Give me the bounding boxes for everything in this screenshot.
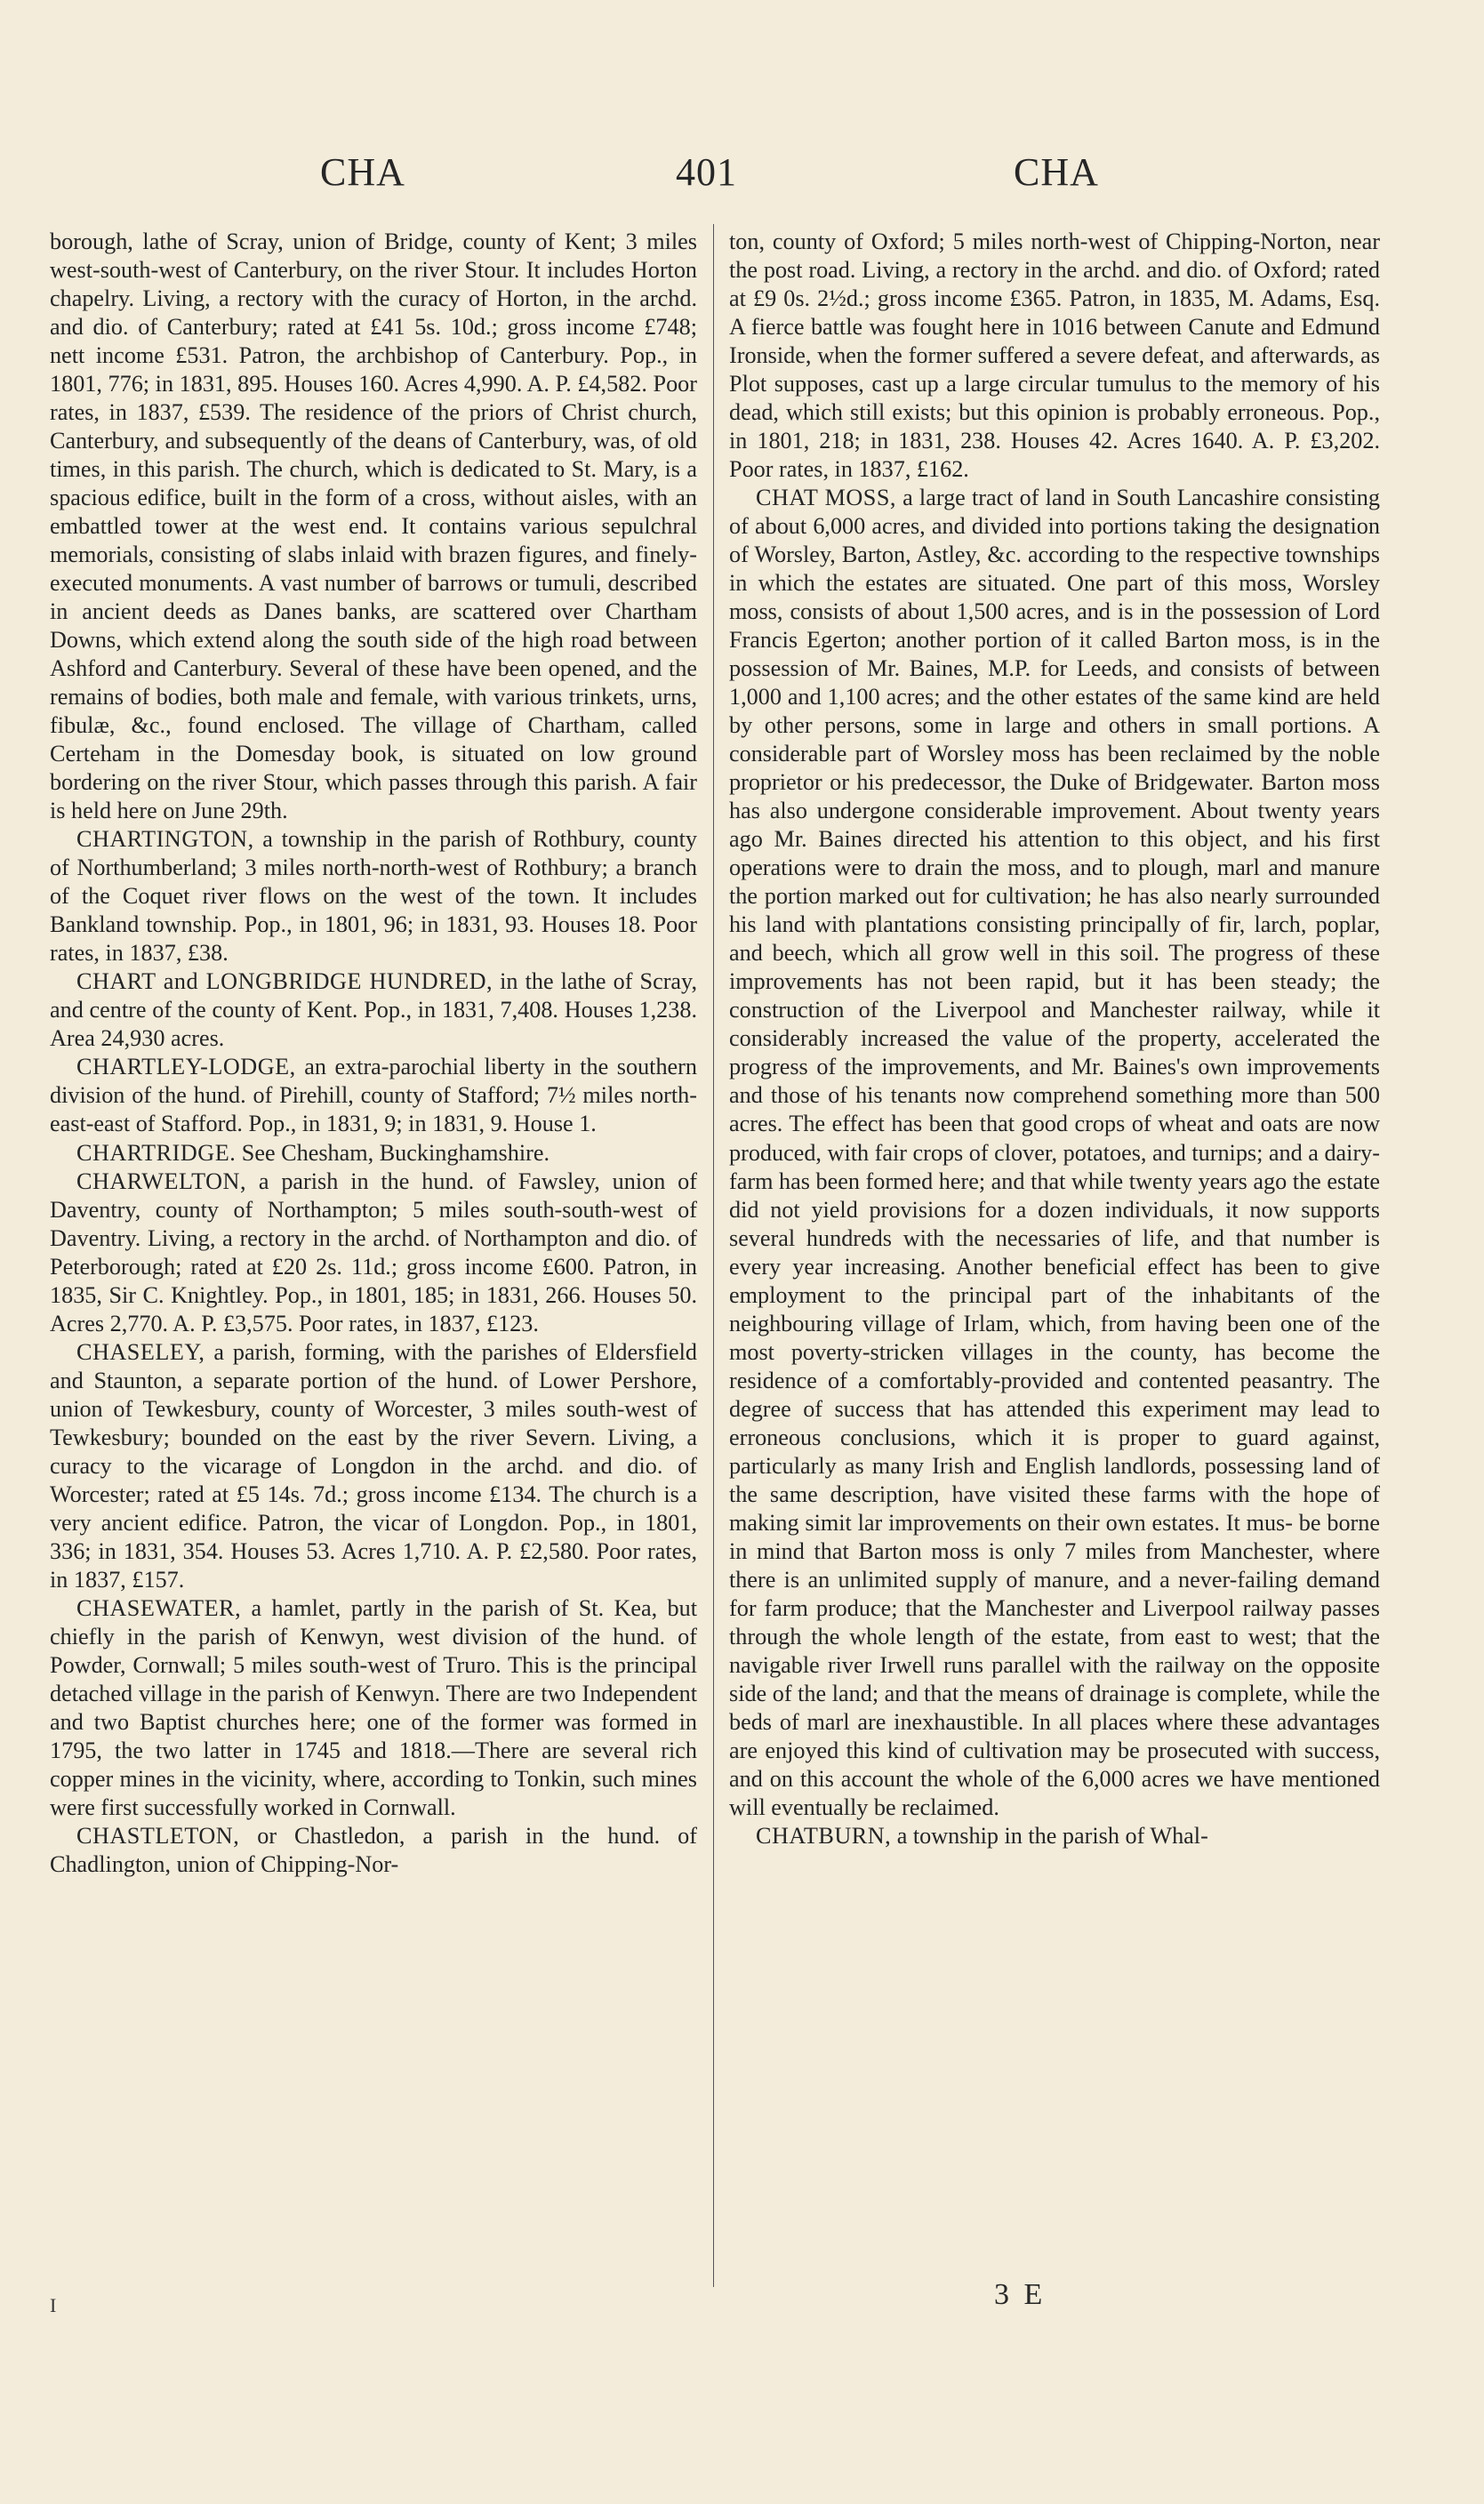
gazetteer-entry <box>50 825 697 967</box>
gazetteer-entry <box>50 228 697 825</box>
entry-text: a township in the parish of Whal- <box>891 1822 1208 1849</box>
left-column <box>50 228 697 1879</box>
right-column <box>729 228 1380 1850</box>
entry-text: a parish in the hund. of Fawsley, union of Daventry, county of Northampton; 5 miles south-south-west of Daventry. Living, a rectory in the archd. of Northampton and dio. of Peterborough; rated at £20 2s. 11d.; gross income £600. Patron, in 1835, Sir C. Knightley. Pop., in 1801, 185; in 1831, 266. Houses 50. Acres 2,770. A. P. £3,575. Poor rates, in 1837, £123. <box>50 1168 697 1336</box>
entry-text: or Chastledon, a parish in the hund. of Chadlington, union of Chipping-Nor- <box>50 1822 697 1877</box>
entry-headword: CHARWELTON, <box>76 1168 247 1194</box>
gazetteer-entry <box>729 484 1380 1822</box>
gazetteer-entry <box>50 1168 697 1338</box>
column-divider <box>713 224 714 2287</box>
entry-text: a hamlet, partly in the parish of St. Kea, but chiefly in the parish of Kenwyn, west division of the hund. of Powder, Cornwall; 5 miles south-west of Truro. This is the principal detached village in the parish of Kenwyn. There are two Independent and two Baptist churches here; one of the former was formed in 1795, the two latter in 1745 and 1818.—There are several rich copper mines in the vicinity, where, according to Tonkin, such mines were first successfully worked in Cornwall. <box>50 1594 697 1820</box>
gazetteer-entry <box>729 228 1380 484</box>
entry-text: an extra-parochial liberty in the southern division of the hund. of Pirehill, county of Stafford; 7½ miles north-east-east of Stafford. Pop., in 1831, 9; in 1831, 9. House 1. <box>50 1054 697 1137</box>
gazetteer-entry <box>50 1822 697 1879</box>
entry-text: in the lathe of Scray, and centre of the county of Kent. Pop., in 1831, 7,408. Houses 1,238. Area 24,930 acres. <box>50 968 697 1052</box>
entry-headword: CHARTLEY-LODGE, <box>76 1054 296 1080</box>
gazetteer-entry <box>50 1139 697 1168</box>
entry-text: a large tract of land in South Lancashire consisting of about 6,000 acres, and divided into portions taking the designation of Worsley, Barton, Astley, &c. according to the respective townships in which the estates are situated. One part of this moss, Worsley moss, consists of about 1,500 acres, and is in the possession of Lord Francis Egerton; another portion of it called Barton moss, is in the possession of Mr. Baines, M.P. for Leeds, and consists of between 1,000 and 1,100 acres; and the other estates of the same kind are held by other persons, some in large and others in small portions. A considerable part of Worsley moss has been reclaimed by the noble proprietor or his predecessor, the Duke of Bridgewater. Barton moss has also undergone considerable improvement. About twenty years ago Mr. Baines directed his attention to this object, and his first operations were to drain the moss, and to plough, marl and manure the portion marked out for cultivation; he has also nearly surrounded his land with plantations consisting principally of fir, larch, poplar, and beech, which all grow well in this soil. The progress of these improvements has not been rapid, but it has been steady; the construction of the Liverpool and Manchester railway, while it considerably increased the value of the property, accelerated the progress of the improvements, and Mr. Baines's own improvements and those of his tenants now comprehend something more than 500 acres. The effect has been that good crops of wheat and oats are now produced, with fair crops of clover, potatoes, and turnips; and a dairy-farm has been formed here; and that while twenty years ago the estate did not yield provisions for a dozen individuals, it now supports several hundreds with the necessaries of life, and that number is every year increasing. Another beneficial effect has been to give employment to the principal part of the inhabitants of the neighbouring village of Irlam, which, from having been one of the most poverty-stricken villages in the county, has become the residence of a comfortably-provided and contented peasantry. The degree of success that has attended this experiment may lead to erroneous conclusions, which it is proper to guard against, particularly as many Irish and English landlords, possessing land of the same description, have visited these farms with the hope of making simit lar improvements on their own estates. It mus- be borne in mind that Barton moss is only 7 miles from Manchester, where there is an unlimited supply of manure, and a never-failing demand for farm produce; that the Manchester and Liverpool railway passes through the whole length of the estate, from east to west; that the navigable river Irwell runs parallel with the railway on the opposite side of the land; and that the means of drainage is complete, while the beds of marl are inexhaustible. In all places where these advantages are enjoyed this kind of cultivation may be prosecuted with success, and on this account the whole of the 6,000 acres we have mentioned will eventually be reclaimed. <box>729 485 1380 1820</box>
gazetteer-entry <box>50 1594 697 1822</box>
gazetteer-entry <box>50 1338 697 1594</box>
running-header <box>98 149 1378 203</box>
page-number: 401 <box>676 150 737 194</box>
gazetteer-entry <box>50 967 697 1053</box>
entry-headword: CHARTINGTON, <box>76 826 254 853</box>
header-right-catchword: CHA <box>1014 150 1099 194</box>
entry-text: See Chesham, Buckinghamshire. <box>236 1139 549 1166</box>
entry-headword: CHART and LONGBRIDGE HUNDRED, <box>76 968 493 995</box>
entry-text: a township in the parish of Rothbury, county of Northumberland; 3 miles north-north-west of Rothbury; a branch of the Coquet river flows on the west of the town. It includes Bankland township. Pop., in 1801, 96; in 1831, 93. Houses 18. Poor rates, in 1837, £38. <box>50 826 697 967</box>
entry-headword: CHASELEY, <box>76 1338 205 1365</box>
entry-headword: CHASTLETON, <box>76 1822 240 1849</box>
entry-headword: CHARTRIDGE. <box>76 1139 237 1166</box>
header-left-catchword: CHA <box>320 150 405 194</box>
gazetteer-entry <box>50 1053 697 1138</box>
entry-headword: CHASEWATER, <box>76 1594 242 1621</box>
entry-text: a parish, forming, with the parishes of Eldersfield and Staunton, a separate portion of the hund. of Lower Pershore, union of Tewkesbury, county of Worcester, 3 miles south-west of Tewkesbury; bounded on the east by the river Severn. Living, a curacy to the vicarage of Longdon in the archd. and dio. of Worcester; rated at £5 14s. 7d.; gross income £134. The church is a very ancient edifice. Patron, the vicar of Longdon. Pop., in 1801, 336; in 1831, 354. Houses 53. Acres 1,710. A. P. £2,580. Poor rates, in 1837, £157. <box>50 1338 697 1593</box>
signature-mark: 3 E <box>994 2278 1047 2311</box>
gazetteer-entry <box>729 1822 1380 1850</box>
footer-left-mark: I <box>50 2294 57 2316</box>
entry-headword: CHAT MOSS, <box>756 485 896 511</box>
entry-text: borough, lathe of Scray, union of Bridge, county of Kent; 3 miles west-south-west of Canterbury, on the river Stour. It includes Horton chapelry. Living, a rectory with the curacy of Horton, in the archd. and dio. of Canterbury; rated at £41 5s. 10d.; gross income £748; nett income £531. Patron, the archbishop of Canterbury. Pop., in 1801, 776; in 1831, 895. Houses 160. Acres 4,990. A. P. £4,582. Poor rates, in 1837, £539. The residence of the priors of Christ church, Canterbury, and subsequently of the deans of Canterbury, was, of old times, in this parish. The church, which is dedicated to St. Mary, is a spacious edifice, built in the form of a cross, without aisles, with an embattled tower at the west end. It contains various sepulchral memorials, consisting of slabs inlaid with brazen figures, and finely-executed monuments. A vast number of barrows or tumuli, described in ancient deeds as Danes banks, are scattered over Chartham Downs, which extend along the south side of the high road between Ashford and Canterbury. Several of these have been opened, and the remains of bodies, both male and female, with various trinkets, urns, fibulæ, &c., found enclosed. The village of Chartham, called Certeham in the Domesday book, is situated on low ground bordering on the river Stour, which passes through this parish. A fair is held here on June 29th. <box>50 229 697 824</box>
entry-text: ton, county of Oxford; 5 miles north-west of Chipping-Norton, near the post road. Living, a rectory in the archd. and dio. of Oxford; rated at £9 0s. 2½d.; gross income £365. Patron, in 1835, M. Adams, Esq. A fierce battle was fought here in 1016 between Canute and Edmund Ironside, when the former suffered a severe defeat, and afterwards, as Plot supposes, cast up a large circular tumulus to the memory of his dead, which still exists; but this opinion is probably erroneous. Pop., in 1801, 218; in 1831, 238. Houses 42. Acres 1640. A. P. £3,202. Poor rates, in 1837, £162. <box>729 229 1380 483</box>
entry-headword: CHATBURN, <box>756 1822 892 1849</box>
